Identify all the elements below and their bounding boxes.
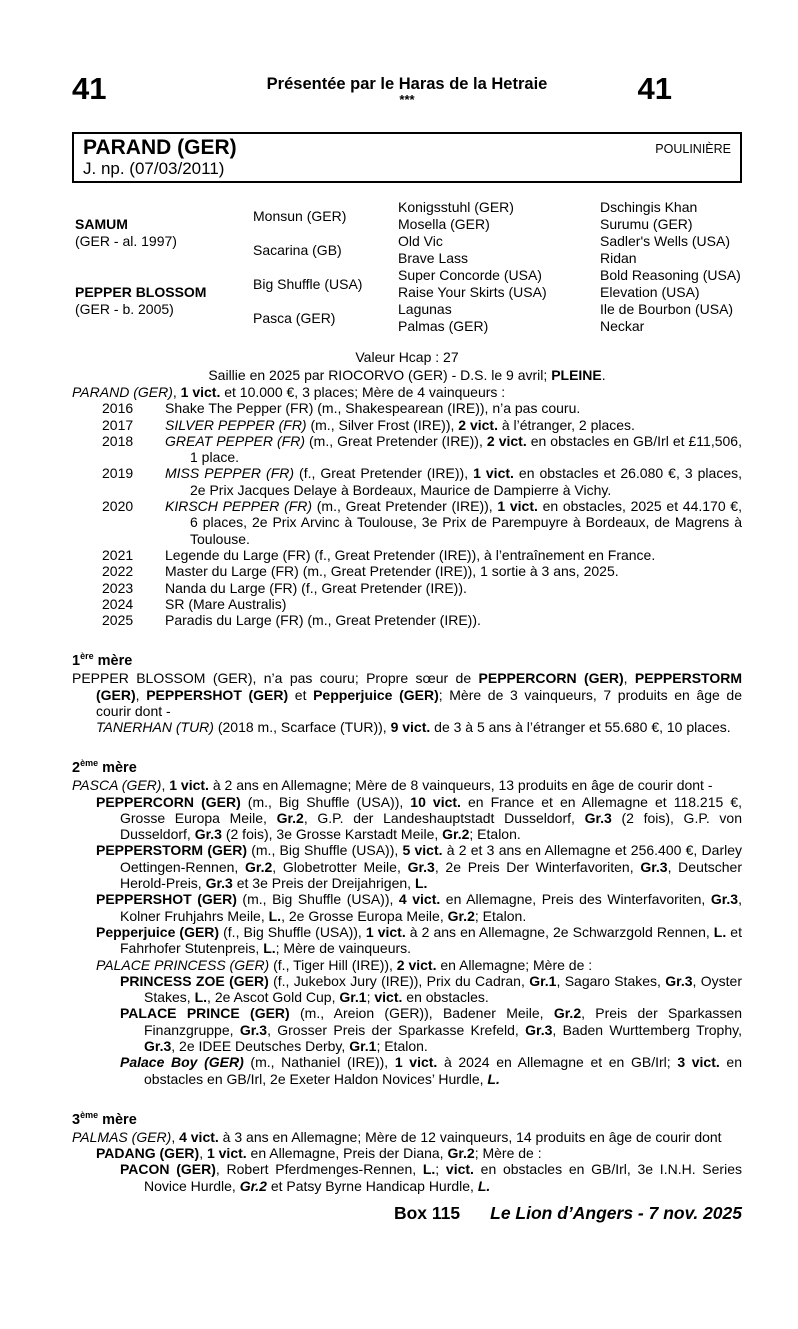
dam-heading-word: mère	[98, 760, 137, 777]
status-block	[72, 348, 742, 384]
dam-paragraph: Pepperjuice (GER) (f., Big Shuffle (USA)), 1 vict. à 2 ans en Allemagne, 2e Schwarzgold Rennen, L. et Fahrhofer Stutenpreis, L.; Mère de vainqueurs.	[96, 923, 742, 957]
pedigree-parent-cell	[75, 199, 253, 267]
ancestor-name: Surumu (GER)	[600, 216, 693, 232]
produce-year: 2020	[102, 498, 134, 515]
ancestor-name: Ridan	[600, 250, 637, 266]
pedigree-table	[75, 199, 742, 335]
produce-year: 2016	[102, 400, 134, 417]
first-dam-section	[72, 647, 742, 735]
horse-name: PARAND (GER)	[83, 136, 237, 159]
produce-text: Nanda du Large (FR) (f., Great Pretender (IRE)).	[165, 579, 467, 596]
ancestor-name: Monsun (GER)	[253, 207, 347, 224]
lot-number-right: 41	[637, 71, 672, 106]
ancestor-name: Super Concorde (USA)	[398, 267, 542, 283]
dam-paragraphs	[72, 1129, 742, 1194]
produce-text: MISS PEPPER (FR) (f., Great Pretender (IRE)), 1 vict. en obstacles et 26.080 €, 3 places, 2e Prix Jacques Delaye à Bordeaux, Maurice de Dampierre à Vichy.	[165, 465, 742, 498]
dam-paragraph: Palace Boy (GER) (m., Nathaniel (IRE)), 1 vict. à 2024 en Allemagne et en GB/Irl; 3 vict. en obstacles en GB/Irl, 2e Exeter Haldon Novices’ Hurdle, L.	[120, 1054, 742, 1087]
produce-list	[72, 400, 742, 628]
produce-year: 2021	[102, 546, 134, 563]
horse-details: J. np. (07/03/2011)	[83, 159, 225, 178]
pedigree-col-parents	[75, 199, 253, 335]
dam-paragraph: PEPPERSHOT (GER) (m., Big Shuffle (USA)), 4 vict. en Allemagne, Preis des Winterfavoriten, Gr.3, Kolner Fruhjahrs Meile, L., 2e Grosse Europa Meile, Gr.2; Etalon.	[96, 891, 742, 924]
dam-heading	[72, 1106, 742, 1129]
dam-heading	[72, 647, 742, 670]
dam-heading-ordinal: ème	[80, 758, 99, 769]
dam-heading-ordinal: ème	[80, 1109, 99, 1120]
produce-text: Shake The Pepper (FR) (m., Shakespearean (IRE)), n’a pas couru.	[165, 400, 581, 417]
ancestor-name: Bold Reasoning (USA)	[600, 267, 741, 283]
dam-paragraph: PEPPERCORN (GER) (m., Big Shuffle (USA)), 10 vict. en France et en Allemagne et 118.215 €, Grosse Europa Meile, Gr.2, G.P. der Landeshauptstadt Dusseldorf, Gr.3 (2 fois), G.P. von Dusseldorf, Gr.3 (2 fois), 3e Grosse Karstadt Meile, Gr.2; Etalon.	[96, 793, 742, 843]
produce-year: 2022	[102, 563, 134, 580]
ancestor-name: SAMUM	[75, 216, 128, 232]
produce-text: KIRSCH PEPPER (FR) (m., Great Pretender (IRE)), 1 vict. en obstacles, 2025 et 44.170 €, 6 places, 2e Prix Arvinc à Toulouse, 3e Prix de Parempuyre à Bordeaux, de Magrens à Toulouse.	[165, 498, 742, 547]
page-footer	[72, 1203, 742, 1224]
ancestor-name: Sadler's Wells (USA)	[600, 233, 730, 249]
horse-title-box	[72, 132, 742, 183]
dam-paragraph: PALACE PRINCESS (GER) (f., Tiger Hill (IRE)), 2 vict. en Allemagne; Mère de :	[96, 956, 593, 973]
dam-heading-number: 3	[72, 1111, 81, 1128]
ancestor-name: Elevation (USA)	[600, 284, 700, 300]
produce-intro: PARAND (GER), 1 vict. et 10.000 €, 3 places; Mère de 4 vainqueurs :	[72, 384, 506, 400]
produce-year: 2019	[102, 465, 134, 482]
lot-number-left: 41	[72, 71, 107, 106]
produce-text: SILVER PEPPER (FR) (m., Silver Frost (IRE)), 2 vict. à l’étranger, 2 places.	[165, 416, 635, 433]
second-dam-section	[72, 754, 742, 1086]
pedigree-col-greatgreatgrandparents	[600, 199, 742, 335]
dam-paragraph: PEPPER BLOSSOM (GER), n’a pas couru; Propre sœur de PEPPERCORN (GER), PEPPERSTORM (GER), PEPPERSHOT (GER) et Pepperjuice (GER); Mère de 3 vainqueurs, 7 produits en âge de courir dont -	[72, 670, 742, 719]
produce-text: Paradis du Large (FR) (m., Great Pretender (IRE)).	[165, 612, 481, 629]
ancestor-name: Brave Lass	[398, 250, 469, 266]
dam-heading-number: 1	[72, 653, 81, 670]
dam-paragraph: PEPPERSTORM (GER) (m., Big Shuffle (USA)), 5 vict. à 2 et 3 ans en Allemagne et 256.400 €, Darley Oettingen-Rennen, Gr.2, Globetrotter Meile, Gr.3, 2e Preis Der Winterfavoriten, Gr.3, Deutscher Herold-Preis, Gr.3 et 3e Preis der Dreijahrigen, L.	[96, 842, 742, 892]
ancestor-name: Raise Your Skirts (USA)	[398, 284, 547, 300]
ancestor-name: Mosella (GER)	[398, 216, 490, 232]
produce-entry	[72, 433, 742, 466]
produce-entry	[72, 612, 742, 628]
produce-entry	[72, 417, 742, 433]
dam-heading-word: mère	[98, 1111, 137, 1128]
dam-heading	[72, 754, 742, 777]
pedigree-col-greatgrandparents	[398, 199, 600, 335]
produce-text: GREAT PEPPER (FR) (m., Great Pretender (IRE)), 2 vict. en obstacles en GB/Irl et £11,506, 1 place.	[165, 432, 742, 466]
produce-year: 2018	[102, 432, 134, 449]
dam-heading-ordinal: ère	[80, 651, 94, 662]
dam-paragraphs	[72, 777, 742, 1087]
ancestor-name: Neckar	[600, 318, 645, 334]
box-number: Box 115	[393, 1202, 461, 1223]
dam-paragraphs	[72, 670, 742, 735]
produce-entry	[72, 465, 742, 498]
produce-entry	[72, 580, 742, 596]
produce-text: Legende du Large (FR) (f., Great Pretender (IRE)), à l’entraînement en France.	[165, 546, 656, 563]
produce-entry	[72, 498, 742, 547]
third-dam-section	[72, 1106, 742, 1194]
ancestor-name: Dschingis Khan	[600, 199, 698, 215]
produce-entry	[72, 596, 742, 612]
ancestor-name: Big Shuffle (USA)	[253, 275, 363, 292]
pedigree-parent-cell	[75, 267, 253, 335]
ancestor-name: Ile de Bourbon (USA)	[600, 301, 734, 317]
dam-heading-word: mère	[93, 653, 133, 670]
covering-info: Saillie en 2025 par RIOCORVO (GER) - D.S. le 9 avril; PLEINE.	[208, 367, 606, 383]
dam-paragraph: PADANG (GER), 1 vict. en Allemagne, Preis der Diana, Gr.2; Mère de :	[96, 1145, 542, 1162]
dam-paragraph: PASCA (GER), 1 vict. à 2 ans en Allemagne; Mère de 8 vainqueurs, 13 produits en âge de courir dont -	[72, 777, 713, 794]
dam-paragraph: PALMAS (GER), 4 vict. à 3 ans en Allemagne; Mère de 12 vainqueurs, 14 produits en âge de courir dont	[72, 1128, 722, 1145]
produce-entry	[72, 563, 742, 579]
produce-year: 2024	[102, 595, 134, 612]
handicap-value: Valeur Hcap : 27	[355, 349, 459, 365]
sale-name-date: Le Lion d’Angers - 7 nov. 2025	[490, 1202, 742, 1223]
produce-year: 2017	[102, 416, 134, 433]
page-header	[72, 71, 742, 121]
produce-entry	[72, 400, 742, 416]
produce-entry	[72, 547, 742, 563]
ancestor-name: Pasca (GER)	[253, 309, 336, 326]
ancestor-name: PEPPER BLOSSOM	[75, 284, 207, 300]
dam-heading-number: 2	[72, 760, 81, 777]
produce-text: Master du Large (FR) (m., Great Pretender (IRE)), 1 sortie à 3 ans, 2025.	[165, 563, 619, 580]
produce-year: 2023	[102, 579, 134, 596]
ancestor-detail: (GER - b. 2005)	[75, 301, 174, 317]
presenter-title: Présentée par le Haras de la Hetraie	[266, 75, 548, 93]
produce-text: SR (Mare Australis)	[165, 595, 287, 612]
ancestor-detail: (GER - al. 1997)	[75, 233, 177, 249]
ancestor-name: Konigsstuhl (GER)	[398, 199, 514, 215]
ancestor-name: Old Vic	[398, 233, 443, 249]
dam-paragraph: PALACE PRINCE (GER) (m., Areion (GER)), Badener Meile, Gr.2, Preis der Sparkassen Finanzgruppe, Gr.3, Grosser Preis der Sparkasse Krefeld, Gr.3, Baden Wurttemberg Trophy, Gr.3, 2e IDEE Deutsches Derby, Gr.1; Etalon.	[120, 1005, 742, 1055]
ancestor-name: Sacarina (GB)	[253, 241, 342, 258]
dam-paragraph: PRINCESS ZOE (GER) (f., Jukebox Jury (IRE)), Prix du Cadran, Gr.1, Sagaro Stakes, Gr.3, Oyster Stakes, L., 2e Ascot Gold Cup, Gr.1; vict. en obstacles.	[120, 972, 742, 1006]
pedigree-col-grandparents	[253, 199, 398, 335]
dam-paragraph: PACON (GER), Robert Pferdmenges-Rennen, L.; vict. en obstacles en GB/Irl, 3e I.N.H. Series Novice Hurdle, Gr.2 et Patsy Byrne Handicap Hurdle, L.	[120, 1161, 742, 1194]
stars-separator: ***	[399, 92, 415, 107]
ancestor-name: Lagunas	[398, 301, 452, 317]
broodmare-label: POULINIÈRE	[655, 142, 731, 156]
dam-paragraph: TANERHAN (TUR) (2018 m., Scarface (TUR)), 9 vict. de 3 à 5 ans à l’étranger et 55.680 €, 10 places.	[96, 719, 731, 736]
ancestor-name: Palmas (GER)	[398, 318, 489, 334]
produce-year: 2025	[102, 612, 134, 629]
